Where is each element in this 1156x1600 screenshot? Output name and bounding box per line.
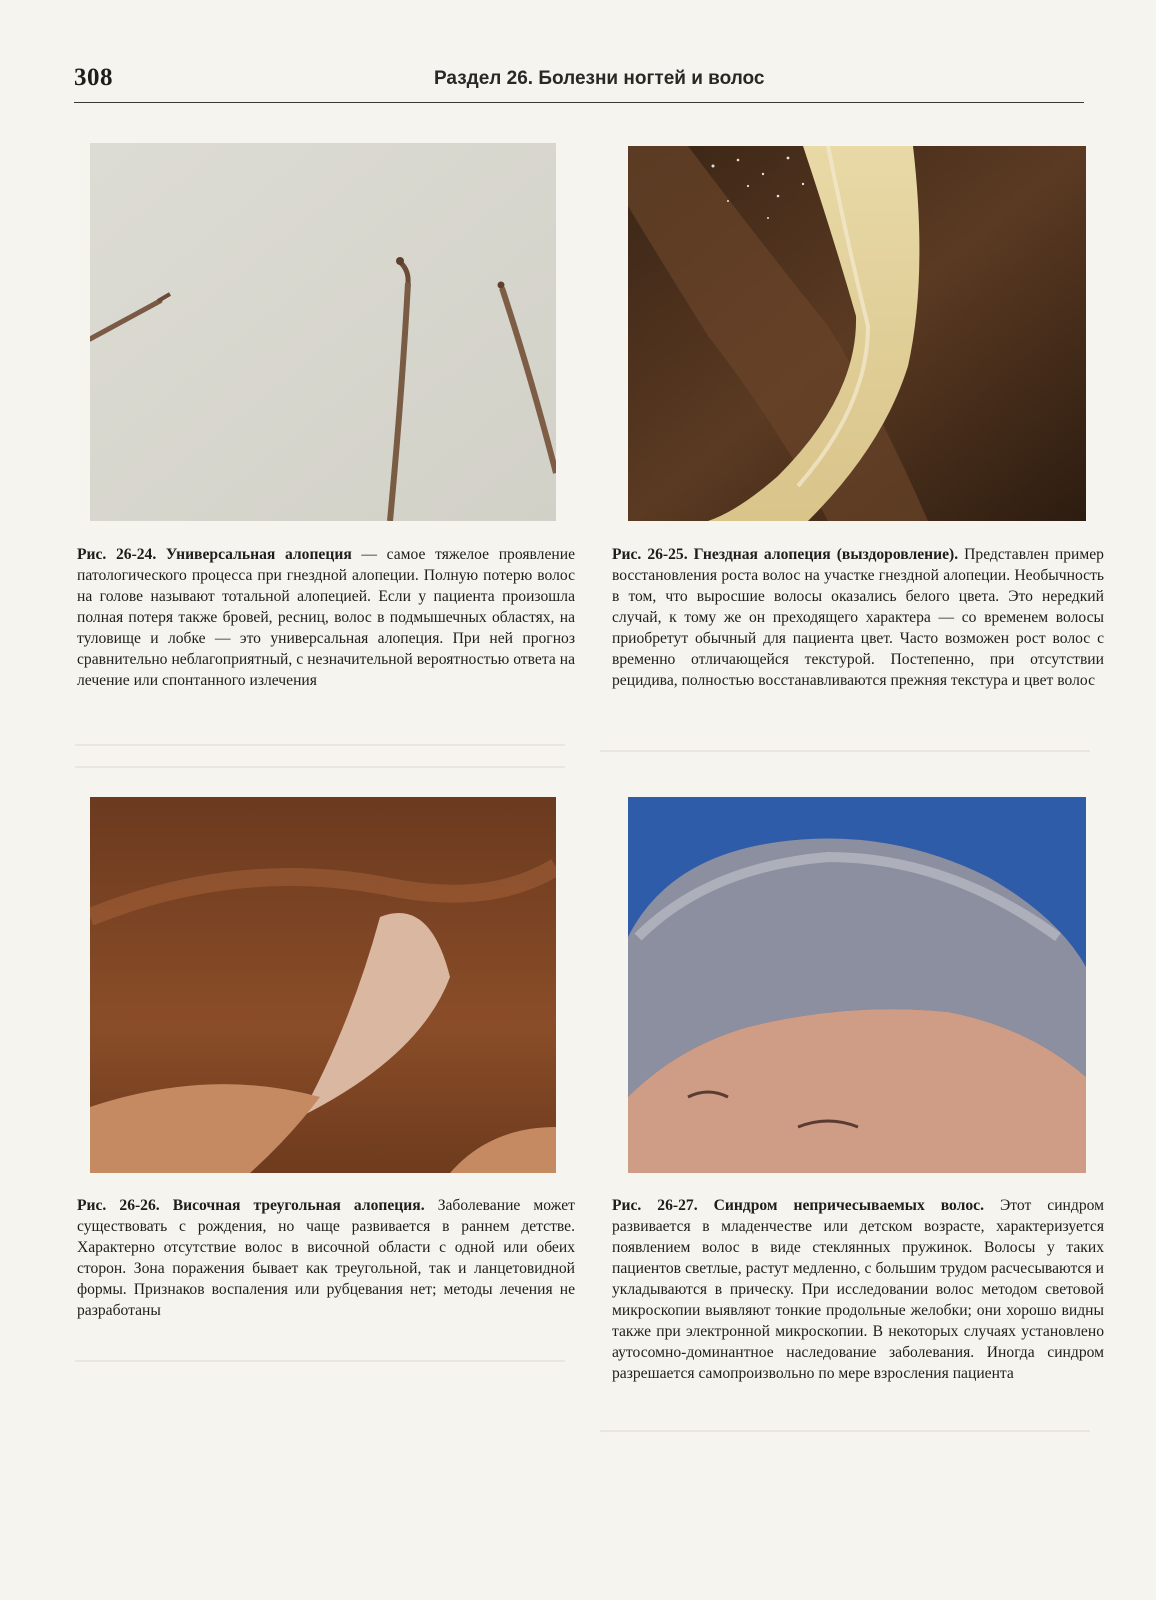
caption-title: Синдром непричесываемых волос. <box>713 1197 985 1214</box>
bleed-through-line <box>600 1430 1090 1432</box>
figure-26-26-caption <box>77 1195 575 1321</box>
caption-label: Рис. 26-27. <box>612 1197 698 1214</box>
bleed-through-line <box>75 766 565 768</box>
page-number: 308 <box>74 64 113 91</box>
figure-26-27-photo <box>628 797 1086 1173</box>
caption-title: Универсальная алопеция <box>165 546 352 563</box>
caption-text: Представлен пример восстановления роста волос на участке гнездной алопеции. Необычность в том, что выросшие волосы оказались белого цвета. Это нередкий случай, к тому же он преходящего характера — со временем волосы приобретут обычный для пациента цвет. Часто возможен рост волос с временно отличающейся текстурой. Постепенно, при отсутствии рецидива, полностью восстанавливаются прежняя текстура и цвет волос <box>612 546 1104 689</box>
caption-text: — самое тяжелое проявление патологического процесса при гнездной алопеции. Полную потерю волос на голове называют тотальной алопецией. Если у пациента произошла полная потеря также бровей, ресниц, волос в подмышечных областях, на туловище и лобке — это универсальная алопеция. При ней прогноз сравнительно неблагоприятный, с незначительной вероятностью ответа на лечение или спонтанного излечения <box>77 546 575 689</box>
figure-26-26-photo <box>90 797 556 1173</box>
caption-text: Заболевание может существовать с рождения, но чаще развивается в раннем детстве. Характерно отсутствие волос в височной области с одной или обеих сторон. Зона поражения бывает как треугольной, так и ланцетовидной формы. Признаков воспаления или рубцевания нет; методы лечения не разработаны <box>77 1197 575 1319</box>
figure-26-24-caption <box>77 544 575 691</box>
page-header <box>74 58 1084 103</box>
running-title: Раздел 26. Болезни ногтей и волос <box>434 68 765 89</box>
figure-26-24-photo <box>90 143 556 521</box>
caption-label: Рис. 26-26. <box>77 1197 160 1214</box>
figure-26-25-photo <box>628 146 1086 521</box>
caption-label: Рис. 26-24. <box>77 546 157 563</box>
caption-label: Рис. 26-25. <box>612 546 688 563</box>
figure-26-27-caption <box>612 1195 1104 1384</box>
caption-title: Гнездная алопеция (выздоровление). <box>693 546 959 563</box>
bleed-through-line <box>75 744 565 746</box>
caption-title: Височная треугольная алопеция. <box>172 1197 425 1214</box>
bleed-through-line <box>600 750 1090 752</box>
bleed-through-line <box>75 1360 565 1362</box>
figure-26-25-caption <box>612 544 1104 691</box>
caption-text: Этот синдром развивается в младенчестве или детском возрасте, характеризуется появлением волос в виде стеклянных пружинок. Волосы у таких пациентов светлые, растут медленно, с большим трудом расчесываются и укладываются в прическу. При исследовании волос методом световой микроскопии выявляют тонкие продольные желобки; они хорошо видны также при электронной микроскопии. В некоторых случаях установлено аутосомно-доминантное наследование заболевания. Иногда синдром разрешается самопроизвольно по мере взросления пациента <box>612 1197 1104 1382</box>
